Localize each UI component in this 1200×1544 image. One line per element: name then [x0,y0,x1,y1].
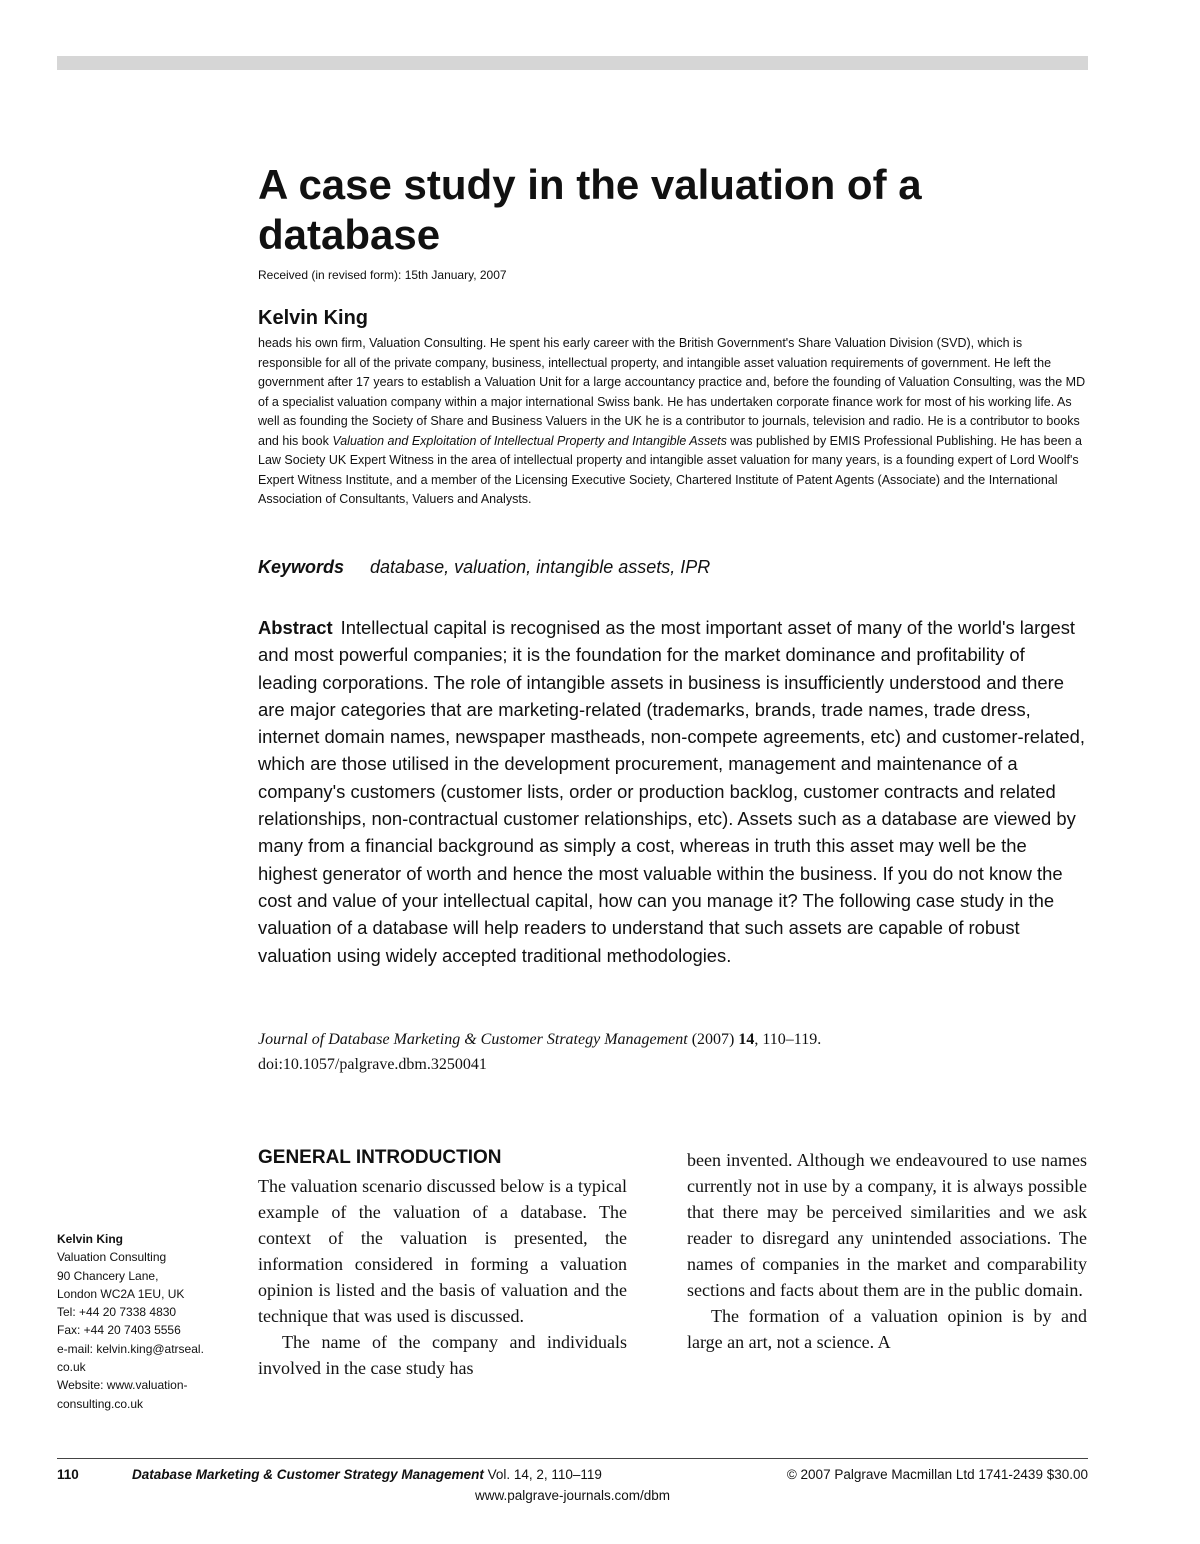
citation-journal: Journal of Database Marketing & Customer Strategy Management [258,1031,688,1048]
footer-journal-title: Database Marketing & Customer Strategy Management [132,1467,484,1482]
keywords [258,557,710,578]
paragraph: The name of the company and individuals involved in the case study has [258,1332,627,1378]
contact-line: e-mail: kelvin.king@atrseal. [57,1341,204,1356]
footer-rule [57,1458,1088,1459]
article-title: A case study in the valuation of a database [258,161,922,258]
abstract-label: Abstract [258,617,333,638]
footer-volume: Vol. 14, 2, 110–119 [483,1467,602,1482]
citation [258,1027,1088,1077]
author-contact [57,1230,232,1413]
contact-line: Valuation Consulting [57,1250,167,1265]
contact-line: co.uk [57,1360,86,1375]
abstract-text: Intellectual capital is recognised as the most important asset of many of the world's largest and most powerful companies; it is the foundation for the market dominance and profitability of leading corporations. The role of intangible assets in business is insufficiently understood and there are major categories that are marketing-related (trademarks, brands, trade names, trade dress, internet domain names, newspaper mastheads, non-compete agreements, etc) and customer-related, which are those utilised in the development procurement, management and maintenance of a company's customers (customer lists, order or production backlog, customer contracts and related relationships, non-contractual customer relationships, etc). Assets such as a database are viewed by many from a financial background as simply a cost, whereas in truth this asset may well be the highest generator of worth and hence the most valuable within the business. If you do not know the cost and value of your intellectual capital, how can you manage it? The following case study in the valuation of a database will help readers to understand that such assets are capable of robust valuation using widely accepted traditional methodologies. [258,617,1085,966]
section-heading: GENERAL INTRODUCTION [258,1147,502,1168]
footer-copyright: © 2007 Palgrave Macmillan Ltd 1741-2439 $30.00 [786,1467,1088,1482]
contact-line: Tel: +44 20 7338 4830 [57,1305,177,1320]
contact-line: 90 Chancery Lane, [57,1268,159,1283]
citation-year: (2007) [687,1031,739,1048]
bio-book-title: Valuation and Exploitation of Intellectual Property and Intangible Assets [332,433,727,448]
author-name: Kelvin King [258,307,369,329]
contact-line: consulting.co.uk [57,1396,144,1411]
bio-text: heads his own firm, Valuation Consulting. He spent his early career with the British Government's Share Valuation Division (SVD), which is responsible for all of the private company, business, intellectual property, and intangible asset valuation requirements of government. He left the government after 17 years to establish a Valuation Unit for a large accountancy practice and, before the founding of Valuation Consulting, was the MD of a specialist valuation company within a major international Swiss bank. He has undertaken corporate finance work for most of his working life. As well as founding the Society of Share and Business Valuers in the UK he is a contributor to journals, television and radio. He is a contributor to books and his book [258,336,1086,448]
citation-volume: 14 [738,1031,755,1048]
citation-doi: doi:10.1057/palgrave.dbm.3250041 [258,1056,487,1073]
footer-journal [132,1467,602,1482]
body-column-right [687,1147,1087,1355]
contact-name: Kelvin King [57,1232,124,1246]
bio-text-end: was published by EMIS Professional Publishing. He has been a Law Society UK Expert Witness in the area of intellectual property and intangible asset valuation for many years, is a founding expert of Lord Woolf's Expert Witness Institute, and a member of the Licensing Executive Society, Chartered Institute of Patent Agents (Associate) and the International Association of Consultants, Valuers and Analysts. [258,433,1082,506]
paragraph: been invented. Although we endeavoured to use names currently not in use by a company, it is always possible that there may be perceived similarities and we ask reader to disregard any unintended associations. The names of companies in the market and comparability sections and facts about them are in the public domain. [687,1150,1087,1300]
keywords-value: database, valuation, intangible assets, IPR [370,557,711,577]
abstract [258,614,1088,969]
page-number: 110 [57,1467,79,1482]
keywords-label: Keywords [258,557,345,577]
author-bio [258,334,1088,510]
header-rule [57,56,1088,70]
paragraph: The valuation scenario discussed below is a typical example of the valuation of a database. The context of the valuation is presented, the information considered in forming a valuation opinion is listed and the basis of valuation and the technique that was used is discussed. [258,1176,627,1326]
contact-line: Fax: +44 20 7403 5556 [57,1323,181,1338]
citation-pages: , 110–119. [754,1031,822,1048]
contact-line: London WC2A 1EU, UK [57,1286,185,1301]
contact-line: Website: www.valuation- [57,1378,188,1393]
footer-url: www.palgrave-journals.com/dbm [474,1488,671,1503]
paragraph: The formation of a valuation opinion is by and large an art, not a science. A [687,1306,1087,1352]
body-column-left [258,1173,627,1381]
received-date: Received (in revised form): 15th January, 2007 [258,268,507,282]
